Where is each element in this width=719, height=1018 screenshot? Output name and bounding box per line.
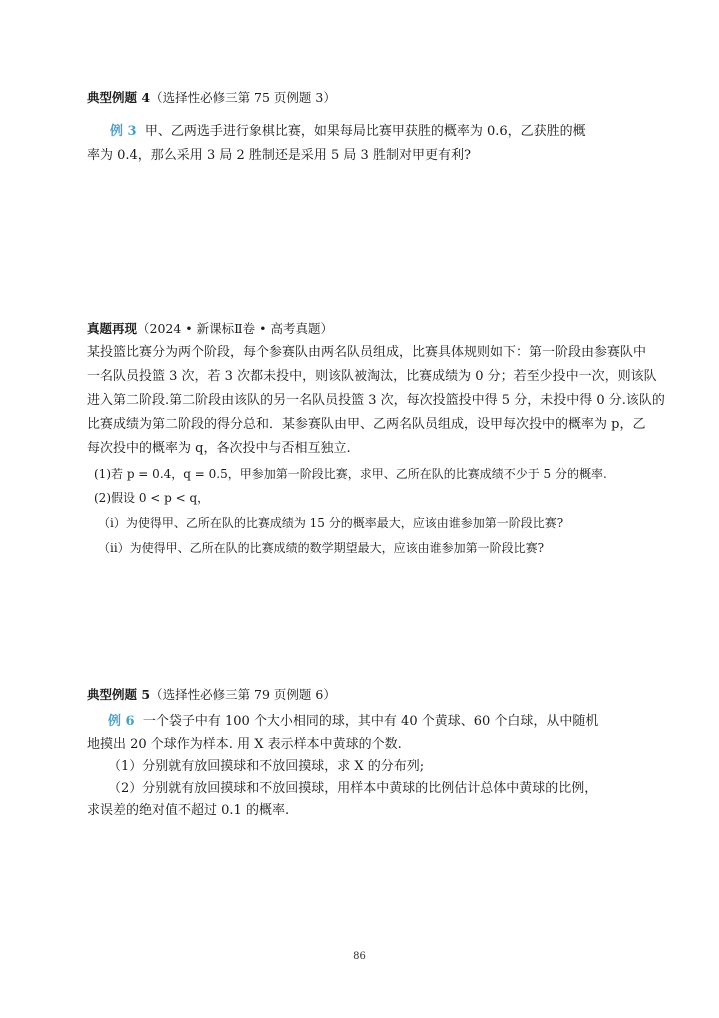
heading-source: （选择性必修三第 75 页例题 3） — [150, 90, 336, 105]
page-number: 86 — [353, 951, 366, 962]
example-3-line-1 — [110, 123, 586, 141]
example-6-line-4: （2）分别就有放回摸球和不放回摸球，用样本中黄球的比例估计总体中黄球的比例， — [108, 781, 598, 796]
question-1: (1)若 p = 0.4，q = 0.5，甲参加第一阶段比赛，求甲、乙所在队的比赛成绩不少于 5 分的概率. — [94, 467, 607, 481]
exam-problem-line-2: 一名队员投篮 3 次，若 3 次都未投中，则该队被淘汰，比赛成绩为 0 分；若至少投中一次，则该队 — [87, 369, 657, 384]
question-2-ii: （ii）为使得甲、乙所在队的比赛成绩的数学期望最大，应该由谁参加第一阶段比赛? — [98, 541, 545, 555]
question-2-i: （i）为使得甲、乙所在队的比赛成绩为 15 分的概率最大，应该由谁参加第一阶段比赛? — [98, 516, 564, 530]
section-heading-3 — [87, 686, 336, 704]
example-6-line-5: 求误差的绝对值不超过 0.1 的概率. — [87, 803, 290, 818]
problem-text: 一个袋子中有 100 个大小相同的球，其中有 40 个黄球、60 个白球，从中随机 — [142, 714, 599, 729]
exam-problem-line-1: 某投篮比赛分为两个阶段，每个参赛队由两名队员组成，比赛具体规则如下：第一阶段由参赛队中 — [87, 345, 647, 360]
example-6-line-1 — [108, 713, 598, 731]
example-6-line-3: （1）分别就有放回摸球和不放回摸球，求 X 的分布列; — [108, 759, 425, 774]
heading-source: （选择性必修三第 79 页例题 6） — [150, 687, 336, 702]
exam-problem-line-5: 每次投中的概率为 q，各次投中与否相互独立. — [87, 441, 351, 456]
example-6-line-2: 地摸出 20 个球作为样本. 用 X 表示样本中黄球的个数. — [87, 737, 402, 752]
question-2: (2)假设 0 < p < q， — [94, 491, 210, 505]
heading-title: 典型例题 4 — [87, 90, 151, 105]
section-heading-1 — [87, 89, 336, 107]
example-tag: 例 3 — [110, 124, 137, 139]
heading-title: 真题再现 — [87, 321, 138, 336]
example-tag: 例 6 — [108, 714, 135, 729]
exam-problem-line-3: 进入第二阶段.第二阶段由该队的另一名队员投篮 3 次，每次投篮投中得 5 分，未投中得 0 分.该队的 — [87, 393, 665, 408]
example-3-line-2: 率为 0.4，那么采用 3 局 2 胜制还是采用 5 局 3 胜制对甲更有利? — [87, 148, 471, 163]
exam-problem-line-4: 比赛成绩为第二阶段的得分总和．某参赛队由甲、乙两名队员组成，设甲每次投中的概率为 p，乙 — [87, 417, 646, 432]
section-heading-2 — [87, 320, 333, 338]
heading-source: （2024 • 新课标Ⅱ卷 • 高考真题） — [137, 321, 333, 336]
problem-text: 甲、乙两选手进行象棋比赛，如果每局比赛甲获胜的概率为 0.6，乙获胜的概 — [144, 124, 586, 139]
heading-title: 典型例题 5 — [87, 687, 151, 702]
